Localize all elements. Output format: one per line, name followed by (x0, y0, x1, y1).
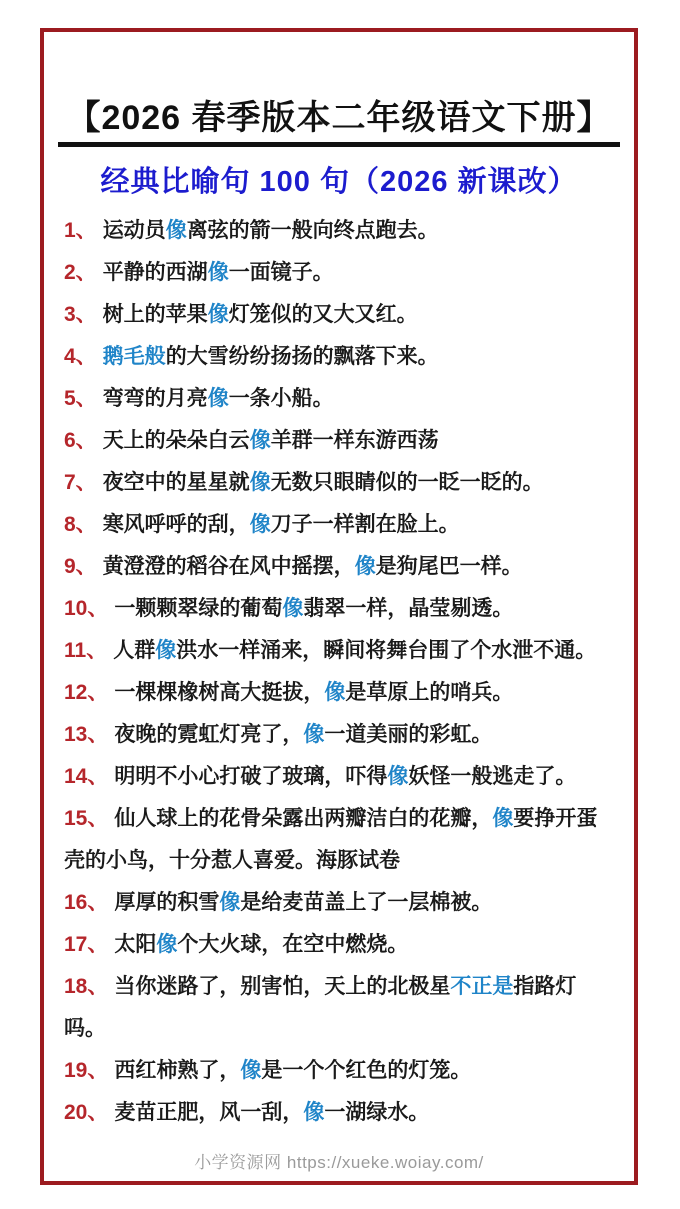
sentence-item (64, 294, 604, 336)
highlighted-word: 像 (207, 260, 229, 284)
sentence-text: 黄澄澄的稻谷在风中摇摆， (102, 554, 355, 578)
sentence-number: 2、 (64, 260, 97, 284)
sentence-text: 仙人球上的花骨朵露出两瓣洁白的花瓣， (114, 806, 493, 830)
sentence-item (64, 924, 604, 966)
sentence-text: 是一个个红色的灯笼。 (261, 1058, 472, 1082)
sentence-number: 9、 (64, 554, 97, 578)
sentence-number: 16、 (64, 890, 109, 914)
sentence-item (64, 966, 604, 1050)
sentence-item (64, 546, 604, 588)
sentence-number: 20、 (64, 1100, 109, 1124)
highlighted-word: 像 (207, 386, 229, 410)
sentence-number: 17、 (64, 932, 109, 956)
sentence-text: 妖怪一般逃走了。 (408, 764, 577, 788)
sentence-item (64, 504, 604, 546)
sentence-number: 4、 (64, 344, 97, 368)
highlighted-word: 像 (219, 890, 241, 914)
sentence-text: 天上的朵朵白云 (102, 428, 250, 452)
sentence-text: 是草原上的哨兵。 (345, 680, 514, 704)
sentence-text: 一条小船。 (228, 386, 334, 410)
sentence-text: 夜空中的星星就 (102, 470, 250, 494)
highlighted-word: 像 (207, 302, 229, 326)
sentence-text: 西红柿熟了， (114, 1058, 241, 1082)
highlighted-word: 像 (156, 932, 178, 956)
sentence-text: 麦苗正肥，风一刮， (114, 1100, 304, 1124)
highlighted-word: 像 (303, 1100, 325, 1124)
sentence-item (64, 714, 604, 756)
sentence-number: 12、 (64, 680, 109, 704)
sentence-number: 6、 (64, 428, 97, 452)
sentence-item (64, 462, 604, 504)
sentence-text: 一颗颗翠绿的葡萄 (114, 596, 283, 620)
highlighted-word: 鹅毛般 (102, 344, 166, 368)
sentence-text: 是狗尾巴一样。 (375, 554, 523, 578)
highlighted-word: 像 (240, 1058, 262, 1082)
sentence-item (64, 336, 604, 378)
sentence-text: 是给麦苗盖上了一层棉被。 (240, 890, 493, 914)
sentence-item (64, 756, 604, 798)
title-block (58, 98, 620, 147)
sentence-text: 树上的苹果 (102, 302, 208, 326)
sentence-number: 10、 (64, 596, 109, 620)
sentence-text: 羊群一样东游西荡 (270, 428, 439, 452)
sentence-text: 灯笼似的又大又红。 (228, 302, 418, 326)
highlighted-word: 像 (249, 428, 271, 452)
sentence-text: 厚厚的积雪 (114, 890, 220, 914)
highlighted-word: 不正是 (450, 974, 514, 998)
title-double-underline (58, 142, 620, 147)
sentence-number: 1、 (64, 218, 97, 242)
sentence-text: 个大火球，在空中燃烧。 (177, 932, 409, 956)
sentence-number: 8、 (64, 512, 97, 536)
sentence-item (64, 672, 604, 714)
sentence-text: 人群 (113, 638, 156, 662)
highlighted-word: 像 (155, 638, 177, 662)
sentence-text: 指路灯吗。 (64, 974, 577, 1040)
sentence-text: 要挣开蛋壳的小鸟，十分惹人喜爱。海豚试卷 (64, 806, 598, 872)
sentence-text: 离弦的箭一般向终点跑去。 (186, 218, 439, 242)
sentence-text: 一道美丽的彩虹。 (324, 722, 493, 746)
highlighted-word: 像 (249, 512, 271, 536)
sentence-number: 19、 (64, 1058, 109, 1082)
sentence-item (64, 1050, 604, 1092)
sentence-number: 5、 (64, 386, 97, 410)
sentence-item (64, 882, 604, 924)
sentence-text: 一湖绿水。 (324, 1100, 430, 1124)
sentence-item (64, 630, 604, 672)
sentence-text: 平静的西湖 (102, 260, 208, 284)
sentence-item (64, 588, 604, 630)
sentence-item (64, 378, 604, 420)
sentence-text: 运动员 (102, 218, 166, 242)
sentence-number: 15、 (64, 806, 109, 830)
sentence-item (64, 798, 604, 882)
sentence-text: 明明不小心打破了玻璃，吓得 (114, 764, 388, 788)
sentence-text: 刀子一样割在脸上。 (270, 512, 460, 536)
highlighted-word: 像 (303, 722, 325, 746)
sentence-text: 寒风呼呼的刮， (102, 512, 250, 536)
highlighted-word: 像 (249, 470, 271, 494)
sentence-item (64, 420, 604, 462)
sentence-number: 13、 (64, 722, 109, 746)
sentence-text: 翡翠一样，晶莹剔透。 (303, 596, 514, 620)
sentence-text: 夜晚的霓虹灯亮了， (114, 722, 304, 746)
sentence-number: 18、 (64, 974, 109, 998)
sentence-text: 一棵棵橡树高大挺拔， (114, 680, 325, 704)
sentence-number: 7、 (64, 470, 97, 494)
highlighted-word: 像 (492, 806, 514, 830)
footer-watermark: 小学资源网 https://xueke.woiay.com/ (194, 1153, 484, 1172)
sentence-text: 当你迷路了，别害怕，天上的北极星 (114, 974, 451, 998)
sentence-item (64, 1092, 604, 1134)
sentence-item (64, 210, 604, 252)
sentence-text: 的大雪纷纷扬扬的飘落下来。 (165, 344, 439, 368)
highlighted-word: 像 (165, 218, 187, 242)
sentence-number: 11、 (64, 638, 108, 662)
highlighted-word: 像 (324, 680, 346, 704)
sentence-text: 太阳 (114, 932, 157, 956)
sentence-number: 14、 (64, 764, 109, 788)
sentence-list (64, 210, 604, 1134)
sentence-number: 3、 (64, 302, 97, 326)
highlighted-word: 像 (282, 596, 304, 620)
sentence-text: 洪水一样涌来，瞬间将舞台围了个水泄不通。 (176, 638, 597, 662)
highlighted-word: 像 (387, 764, 409, 788)
sentence-item (64, 252, 604, 294)
sentence-text: 一面镜子。 (228, 260, 334, 284)
page-title: 【2026 春季版本二年级语文下册】 (66, 99, 612, 137)
worksheet-page (40, 28, 638, 1185)
highlighted-word: 像 (354, 554, 376, 578)
sentence-text: 无数只眼睛似的一眨一眨的。 (270, 470, 544, 494)
sentence-text: 弯弯的月亮 (102, 386, 208, 410)
page-subtitle: 经典比喻句 100 句（2026 新课改） (100, 165, 578, 198)
